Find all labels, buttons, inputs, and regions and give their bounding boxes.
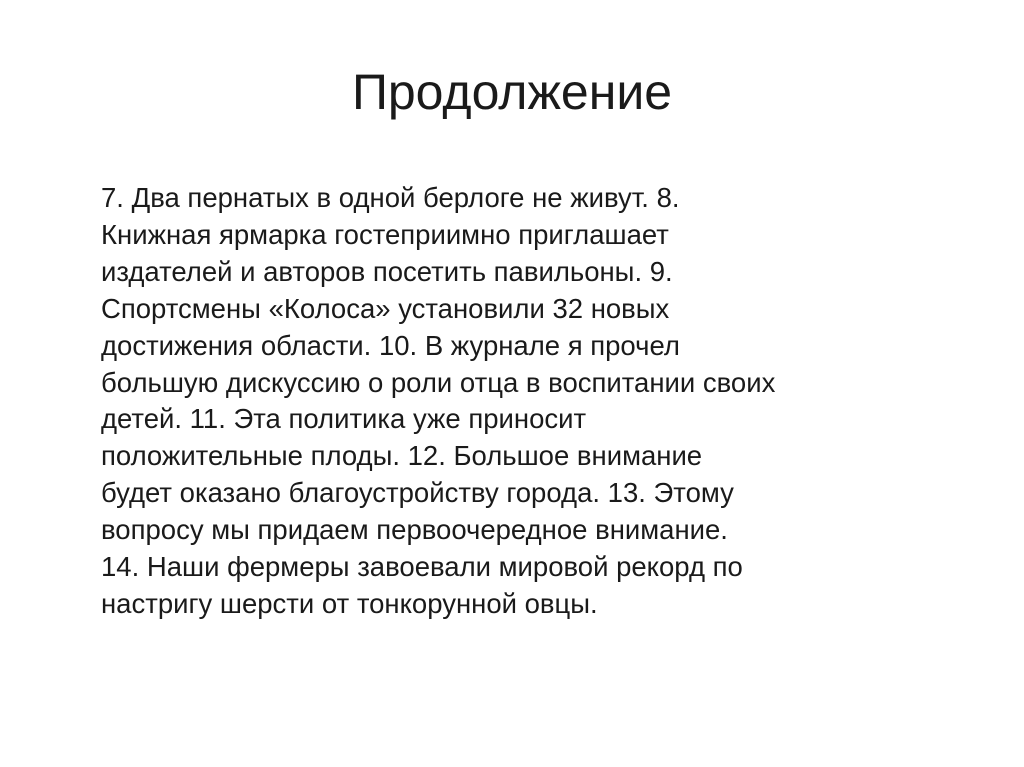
- body-line: Спортсмены «Колоса» установили 32 новых: [101, 292, 670, 324]
- body-line: 7. Два пернатых в одной берлоге не живут. 8.: [101, 182, 680, 213]
- body-line: будет оказано благоустройству города. 13. Этому: [101, 477, 734, 509]
- body-line: настригу шерсти от тонкорунной овцы.: [101, 587, 598, 619]
- body-line: детей. 11. Эта политика уже приносит: [101, 403, 587, 435]
- body-line: большую дискуссию о роли отца в воспитании своих: [101, 366, 776, 398]
- slide-body-text: [101, 180, 961, 623]
- body-line: Книжная ярмарка гостеприимно приглашает: [101, 218, 669, 250]
- slide-title: Продолжение: [351, 64, 673, 120]
- body-line: положительные плоды. 12. Большое внимание: [101, 440, 703, 472]
- body-line: 14. Наши фермеры завоевали мировой рекорд по: [101, 551, 743, 583]
- body-line: издателей и авторов посетить павильоны. 9.: [101, 255, 673, 287]
- body-line: достижения области. 10. В журнале я прочел: [101, 329, 680, 361]
- body-line: вопросу мы придаем первоочередное внимание.: [101, 514, 728, 546]
